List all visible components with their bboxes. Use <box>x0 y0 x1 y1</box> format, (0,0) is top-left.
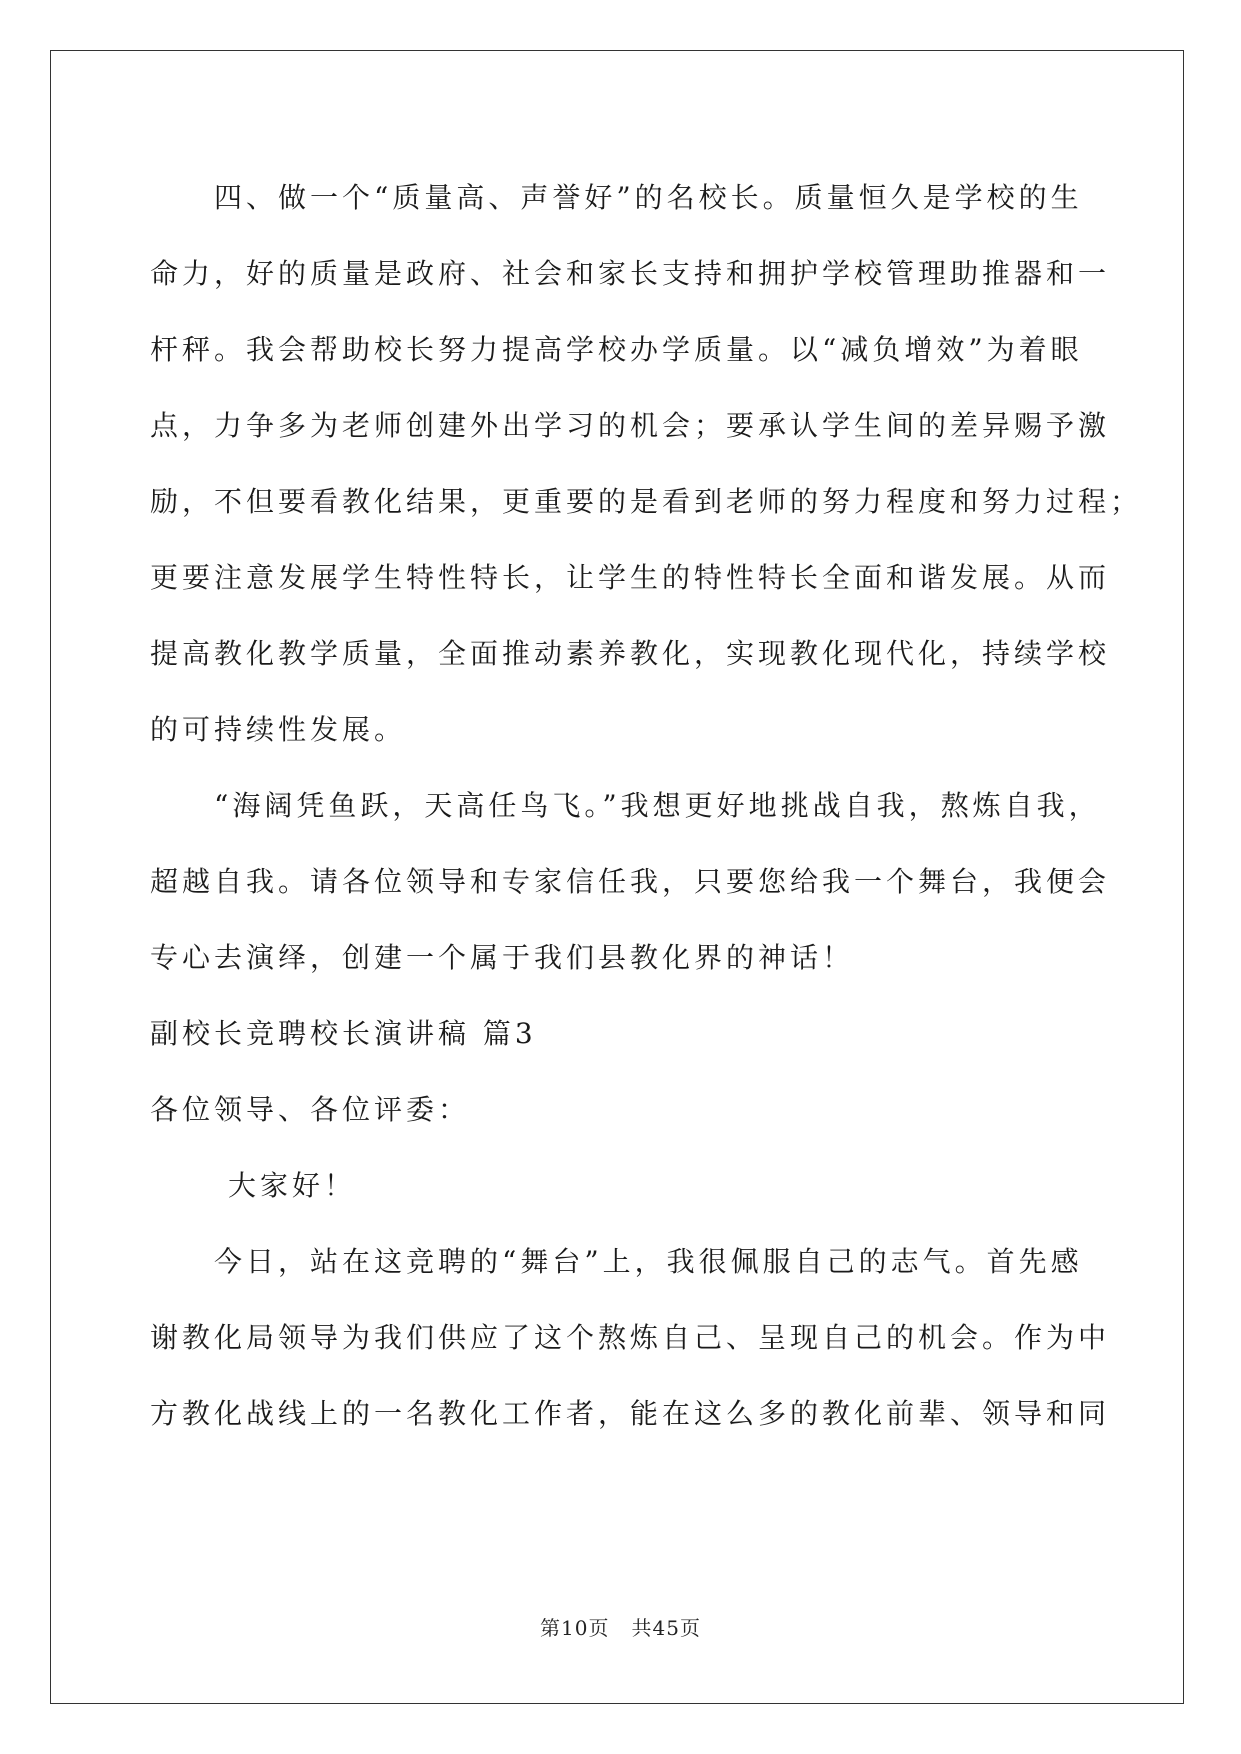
paragraph-line: 提高教化教学质量，全面推动素养教化，实现教化现代化，持续学校 <box>150 637 1111 670</box>
paragraph-line: 专心去演绎，创建一个属于我们县教化界的神话！ <box>150 941 855 974</box>
total-pages: 45 <box>652 1616 680 1640</box>
paragraph-line: “海阔凭鱼跃，天高任鸟飞。”我想更好地挑战自我，熬炼自我， <box>214 789 1101 822</box>
paragraph-line: 杆秤。我会帮助校长努力提高学校办学质量。以“减负增效”为着眼 <box>150 333 1083 366</box>
paragraph-line: 今日，站在这竞聘的“舞台”上，我很佩服自己的志气。首先感 <box>214 1245 1083 1278</box>
paragraph-line: 谢教化局领导为我们供应了这个熬炼自己、呈现自己的机会。作为中 <box>150 1321 1111 1354</box>
greeting: 大家好！ <box>228 1169 357 1202</box>
document-body <box>150 160 1143 1452</box>
section-heading: 副校长竞聘校长演讲稿 篇3 <box>150 1017 537 1050</box>
page-prefix: 第 <box>540 1616 561 1640</box>
paragraph-line: 四、做一个“质量高、声誉好”的名校长。质量恒久是学校的生 <box>214 181 1083 214</box>
page-footer <box>0 1612 1241 1641</box>
paragraph-line: 超越自我。请各位领导和专家信任我，只要您给我一个舞台，我便会 <box>150 865 1111 898</box>
paragraph-line: 点，力争多为老师创建外出学习的机会；要承认学生间的差异赐予激 <box>150 409 1111 442</box>
total-suffix: 页 <box>679 1616 701 1640</box>
paragraph-line: 更要注意发展学生特性特长，让学生的特性特长全面和谐发展。从而 <box>150 561 1111 594</box>
salutation: 各位领导、各位评委： <box>150 1093 471 1126</box>
page-suffix: 页 <box>588 1616 610 1640</box>
total-prefix: 共 <box>631 1616 653 1640</box>
paragraph-line: 命力，好的质量是政府、社会和家长支持和拥护学校管理助推器和一 <box>150 257 1111 290</box>
page-number: 10 <box>561 1616 589 1640</box>
paragraph-line: 方教化战线上的一名教化工作者，能在这么多的教化前辈、领导和同 <box>150 1397 1111 1430</box>
paragraph-line: 励，不但要看教化结果，更重要的是看到老师的努力程度和努力过程； <box>150 485 1143 518</box>
paragraph-line: 的可持续性发展。 <box>150 713 407 746</box>
